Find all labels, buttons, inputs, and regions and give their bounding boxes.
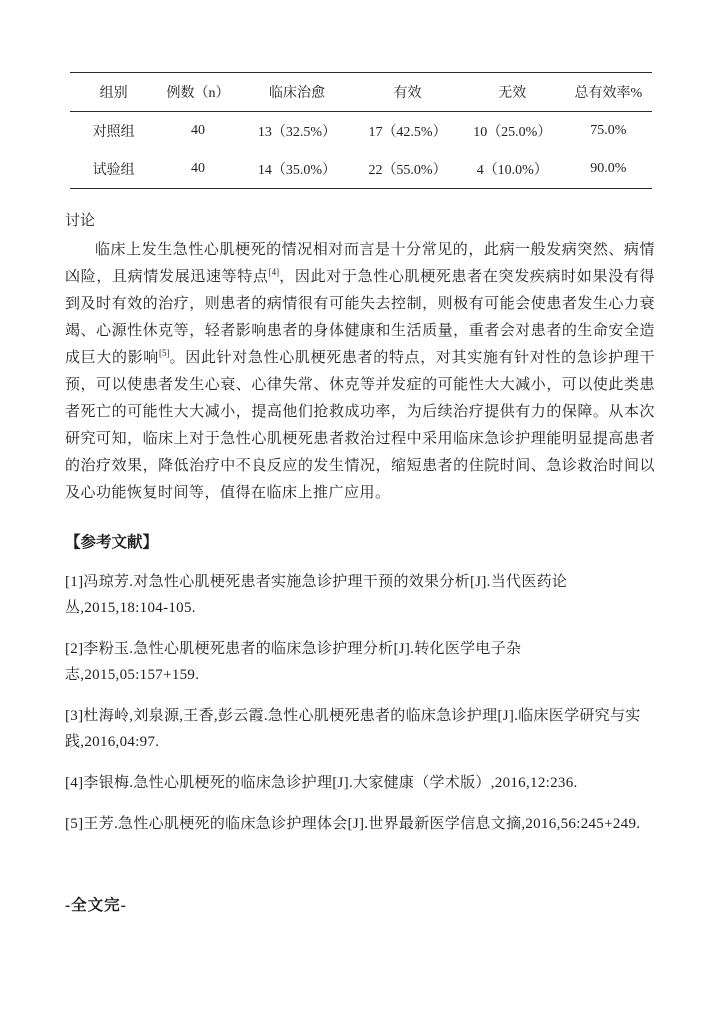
discussion-text-segment: 临床上发生急性心肌梗死的情况相对而言是十分常见的，此病一般发病突然、病情凶险，且病情发展迅速等特点 — [65, 242, 655, 285]
table-cell: 10（25.0%） — [473, 125, 552, 140]
table-header-row — [70, 73, 652, 112]
discussion-text-segment: 。因此针对急性心肌梗死患者的特点，对其实施有针对性的急诊护理干预，可以使患者发生心衰、心律失常、休克等并发症的可能性大大减小，可以使此类患者死亡的可能性大大减小，提高他们抢救成功率，为后续治疗提供有力的保障。从本次研究可知，临床上对于急性心肌梗死患者救治过程中采用临床急诊护理能明显提高患者的治疗效果，降低治疗中不良反应的发生情况，缩短患者的住院时间、急诊救治时间以及心功能恢复时间等，值得在临床上推广应用。 — [65, 350, 655, 501]
reference-item: [1]冯琼芳.对急性心肌梗死患者实施急诊护理干预的效果分析[J].当代医药论丛,2015,18:104-105. — [65, 574, 568, 616]
table-cell: 14（35.0%） — [257, 163, 337, 178]
citation-marker: [5] — [158, 348, 170, 358]
reference-item: [5]王芳.急性心肌梗死的临床急诊护理体会[J].世界最新医学信息文摘,2016,56:245+249. — [65, 816, 641, 832]
table-header-cell: 无效 — [498, 86, 527, 101]
table-cell: 22（55.0%） — [368, 163, 447, 178]
table-cell: 17（42.5%） — [368, 125, 447, 140]
results-table — [70, 72, 652, 189]
discussion-paragraph — [65, 237, 655, 507]
reference-item: [2]李粉玉.急性心肌梗死患者的临床急诊护理分析[J].转化医学电子杂志,2015,05:157+159. — [65, 641, 522, 683]
table-cell: 40 — [191, 161, 206, 176]
table-cell: 40 — [191, 123, 206, 138]
table-cell: 75.0% — [590, 123, 627, 138]
table-cell: 13（32.5%） — [257, 125, 337, 140]
table-cell: 90.0% — [590, 161, 627, 176]
table-row — [70, 150, 652, 189]
reference-item: [3]杜海岭,刘泉源,王香,彭云霞.急性心肌梗死患者的临床急诊护理[J].临床医学研究与实践,2016,04:97. — [65, 708, 641, 750]
table-header-cell: 组别 — [99, 86, 128, 101]
page-content — [0, 72, 720, 915]
table-row — [70, 112, 652, 151]
reference-item: [4]李银梅.急性心肌梗死的临床急诊护理[J].大家健康（学术版）,2016,12:236. — [65, 775, 578, 791]
table-cell: 4（10.0%） — [476, 163, 548, 178]
citation-marker: [4] — [268, 267, 280, 277]
table-header-cell: 例数（n） — [166, 86, 230, 101]
table-header-cell: 临床治愈 — [268, 86, 325, 101]
discussion-text-segment: ，因此对于急性心肌梗死患者在突发疾病时如果没有得到及时有效的治疗，则患者的病情很有可能失去控制，则极有可能会使患者发生心力衰竭、心源性休克等，轻者影响患者的身体健康和生活质量，重者会对患者的生命安全造成巨大的影响 — [65, 269, 655, 366]
discussion-heading: 讨论 — [65, 213, 96, 229]
table-header-cell: 有效 — [393, 86, 422, 101]
table-cell: 试验组 — [92, 163, 135, 178]
table-cell: 对照组 — [92, 125, 135, 140]
end-of-text-marker: -全文完- — [65, 897, 127, 914]
table-header-cell: 总有效率% — [574, 86, 643, 101]
references-heading: 【参考文献】 — [65, 534, 159, 551]
